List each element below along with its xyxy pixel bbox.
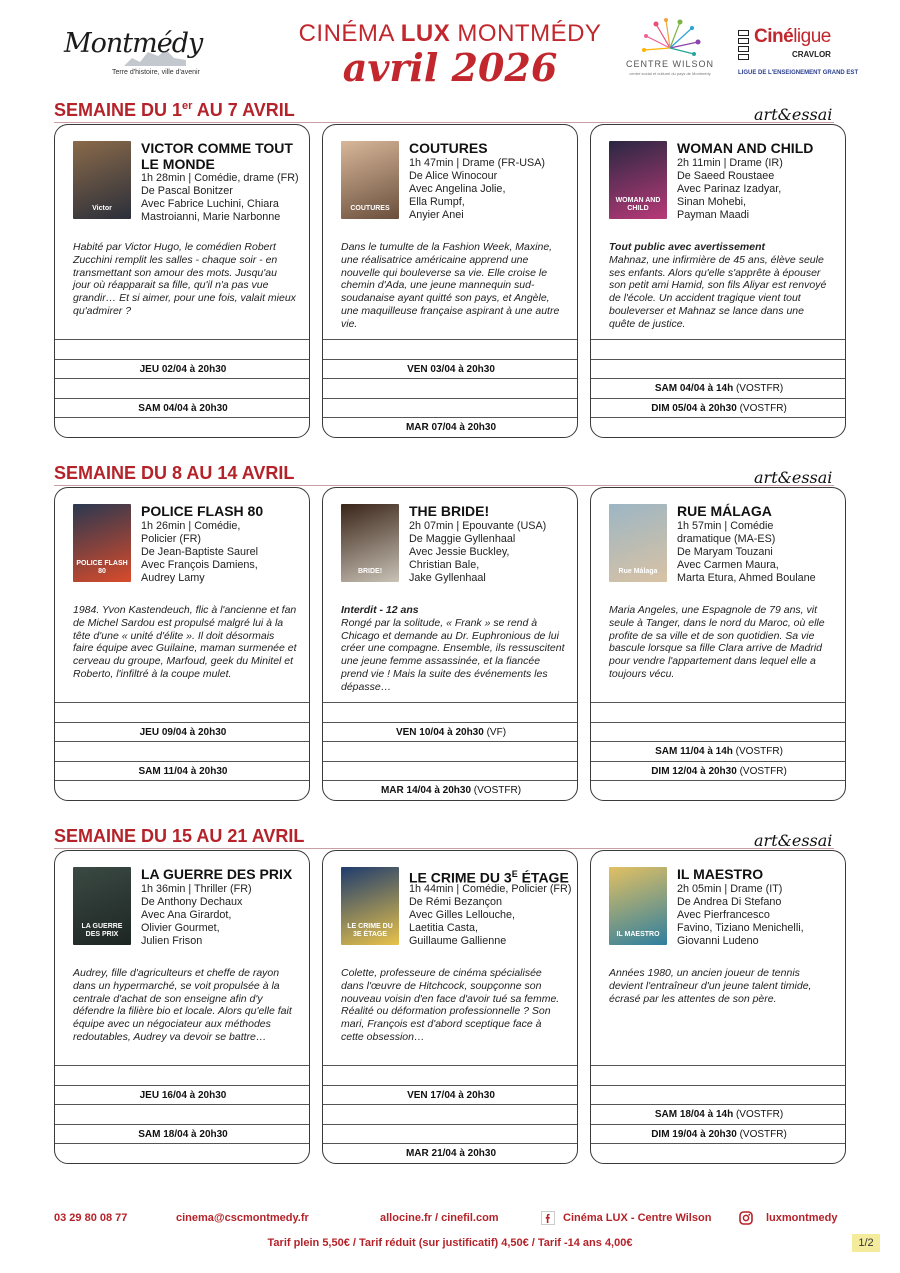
footer-phone[interactable]: 03 29 80 08 77	[54, 1212, 128, 1224]
film-card[interactable]	[322, 124, 578, 438]
film-info-line: dramatique (MA-ES)	[677, 532, 776, 545]
film-info-line: De Pascal Bonitzer	[141, 184, 233, 197]
film-poster: Rue Málaga	[609, 504, 667, 582]
film-info-line: 2h 07min | Epouvante (USA)	[409, 520, 547, 532]
showtime-slot	[591, 339, 846, 359]
film-info-line: Avec Angelina Jolie,	[409, 182, 506, 195]
film-title: POLICE FLASH 80	[141, 503, 264, 519]
film-info-line: Anyier Anei	[409, 208, 464, 221]
showtimes	[55, 339, 310, 437]
film-info-line: 1h 47min | Drame (FR-USA)	[409, 157, 545, 169]
showtime-slot	[591, 1143, 846, 1163]
showtime-slot[interactable]: VEN 03/04 à 20h30	[323, 359, 578, 379]
showtime-slot[interactable]: SAM 11/04 à 14h (VOSTFR)	[591, 741, 846, 761]
showtime-slot[interactable]: VEN 17/04 à 20h30	[323, 1085, 578, 1105]
montmedy-logo-name: Montmédy	[64, 28, 203, 59]
film-card[interactable]	[54, 487, 310, 801]
showtime-slot	[323, 741, 578, 761]
showtimes	[591, 702, 846, 800]
showtime-slot[interactable]: VEN 10/04 à 20h30 (VF)	[323, 722, 578, 742]
film-title: VICTOR COMME TOUT LE MONDE	[141, 140, 293, 172]
film-info-line: 1h 57min | Comédie	[677, 520, 774, 532]
film-info-line: Policier (FR)	[141, 532, 201, 545]
film-info-line: De Saeed Roustaee	[677, 169, 775, 182]
film-info-line: Avec Fabrice Luchini, Chiara	[141, 197, 279, 210]
film-info-line: Avec Gilles Lellouche,	[409, 908, 516, 921]
film-poster: Victor	[73, 141, 131, 219]
week-title: SEMAINE DU 8 AU 14 AVRIL	[54, 463, 295, 483]
film-poster: LA GUERRE DES PRIX	[73, 867, 131, 945]
film-meta	[141, 520, 258, 585]
centre-wilson-name: CENTRE WILSON	[625, 59, 714, 69]
film-card[interactable]	[322, 850, 578, 1164]
showtime-slot	[591, 417, 846, 437]
film-info-line: 1h 26min | Comédie,	[141, 520, 241, 532]
showtime-slot	[323, 398, 578, 418]
film-info-line: Avec Ana Girardot,	[141, 908, 232, 921]
showtime-slot	[323, 339, 578, 359]
film-title: COUTURES	[409, 140, 488, 156]
film-card[interactable]	[54, 124, 310, 438]
film-info-line: Avec Pierfrancesco	[677, 908, 770, 921]
showtime-slot	[55, 339, 310, 359]
film-meta	[677, 157, 783, 222]
showtime-slot[interactable]: SAM 04/04 à 14h (VOSTFR)	[591, 378, 846, 398]
showtime-slot	[591, 359, 846, 379]
film-synopsis: Tout public avec avertissement Mahnaz, une infirmière de 45 ans, élève seule ses enfants. Alors qu'elle s'apprête à épouser son petit ami Hamid, son fils Aliyar est renvoyé de l'école. Un accident tragique vient tout bouleverser et Mahnaz se lance dans une quête de justice.	[609, 241, 833, 331]
film-card[interactable]	[590, 124, 846, 438]
cineligue-logo	[738, 26, 868, 82]
film-info-line: Audrey Lamy	[141, 571, 205, 584]
film-synopsis: Dans le tumulte de la Fashion Week, Maxine, une réalisatrice américaine apprend une nouvelle qui bouleverse sa vie. Elle croise le chemin d'Ada, une jeune mannequin sud-soudanaise ayant quitté son pays, et Angèle, une maquilleuse française aspirant à une autre vie.	[341, 241, 560, 330]
week-title: SEMAINE DU 15 AU 21 AVRIL	[54, 826, 305, 846]
film-info-line: De Maryam Touzani	[677, 545, 773, 558]
film-synopsis: Colette, professeure de cinéma spécialisée dans l'œuvre de Hitchcock, soupçonne son nouveau voisin d'en face d'avoir tué sa femme. Réalité ou déformation professionnelle ? Son mari, François est d'abord sceptique face à cette obsession…	[341, 967, 560, 1043]
centre-wilson-sub: centre social et culturel du pays de Montmédy	[629, 71, 711, 76]
film-info-line: 1h 28min | Comédie, drame (FR)	[141, 172, 299, 184]
film-info-line: 1h 36min | Thriller (FR)	[141, 883, 252, 895]
film-meta	[141, 883, 252, 948]
film-card[interactable]	[322, 487, 578, 801]
showtime-slot[interactable]: JEU 16/04 à 20h30	[55, 1085, 310, 1105]
footer-facebook[interactable]: Cinéma LUX - Centre Wilson	[563, 1212, 712, 1224]
showtimes	[323, 702, 578, 800]
film-info-line: 1h 44min | Comédie, Policier (FR)	[409, 883, 572, 895]
art-essai-label: art&essai	[754, 105, 833, 124]
film-synopsis: 1984. Yvon Kastendeuch, flic à l'ancienne et fan de Michel Sardou est propulsé malgré lui à la tête d'une « unité d'élite ». Il doit désormais faire équipe avec Guilaine, maman surmenée et cerveau du groupe, Marfoud, geek du Minitel et Roberto, l'infiltré à la coupe mulet.	[73, 604, 297, 680]
film-poster: COUTURES	[341, 141, 399, 219]
footer-email[interactable]: cinema@cscmontmedy.fr	[176, 1212, 309, 1224]
week-divider	[54, 848, 834, 849]
film-title: THE BRIDE!	[409, 503, 490, 519]
film-info-line: De Andrea Di Stefano	[677, 895, 782, 908]
film-poster: BRIDE!	[341, 504, 399, 582]
film-poster: POLICE FLASH 80	[73, 504, 131, 582]
showtime-slot[interactable]: SAM 18/04 à 20h30	[55, 1124, 310, 1144]
art-essai-label: art&essai	[754, 468, 833, 487]
film-info-line: De Maggie Gyllenhaal	[409, 532, 516, 545]
film-info-line: Avec Jessie Buckley,	[409, 545, 510, 558]
week-divider	[54, 485, 834, 486]
film-info-line: 2h 11min | Drame (IR)	[677, 157, 783, 169]
art-essai-label: art&essai	[754, 831, 833, 850]
page-title: CINÉMA LUX MONTMÉDY	[298, 20, 602, 47]
showtime-slot	[323, 378, 578, 398]
film-title: IL MAESTRO	[677, 866, 764, 882]
showtime-slot	[323, 1104, 578, 1124]
showtime-slot[interactable]: SAM 04/04 à 20h30	[55, 398, 310, 418]
film-title: WOMAN AND CHILD	[677, 140, 814, 156]
showtime-slot[interactable]: SAM 11/04 à 20h30	[55, 761, 310, 781]
tarif-line: Tarif plein 5,50€ / Tarif réduit (sur justificatif) 4,50€ / Tarif -14 ans 4,00€	[267, 1237, 633, 1249]
centre-wilson-logo	[622, 18, 718, 80]
showtime-slot	[323, 1065, 578, 1085]
showtime-slot	[591, 1065, 846, 1085]
showtime-slot[interactable]: MAR 14/04 à 20h30 (VOSTFR)	[323, 780, 578, 800]
showtime-slot[interactable]: DIM 12/04 à 20h30 (VOSTFR)	[591, 761, 846, 781]
film-poster: WOMAN AND CHILD	[609, 141, 667, 219]
showtime-slot[interactable]: DIM 19/04 à 20h30 (VOSTFR)	[591, 1124, 846, 1144]
cineligue-bottom: LIGUE DE L'ENSEIGNEMENT GRAND EST	[738, 70, 859, 76]
showtime-slot	[55, 741, 310, 761]
showtime-slot	[591, 1085, 846, 1105]
film-poster: IL MAESTRO	[609, 867, 667, 945]
film-info-line: Mastroianni, Marie Narbonne	[141, 210, 281, 223]
showtime-slot	[55, 1065, 310, 1085]
showtime-slot	[591, 702, 846, 722]
film-meta	[677, 520, 816, 585]
film-synopsis: Maria Angeles, une Espagnole de 79 ans, vit seule à Tanger, dans le nord du Maroc, où elle profite de sa ville et de son quotidien. Sa vie bascule lorsque sa fille Clara arrive de Madrid pour vendre l'appartement dans lequel elle a toujours vécu.	[609, 604, 825, 680]
film-warning: Tout public avec avertissement	[609, 241, 765, 253]
showtimes	[55, 702, 310, 800]
film-info-line: Guillaume Gallienne	[409, 934, 507, 947]
page-number: 1/2	[852, 1234, 880, 1252]
film-title: LE CRIME DU $3^E$ ÉTAGE	[409, 869, 569, 886]
week-divider	[54, 122, 834, 123]
film-info-line: Giovanni Ludeno	[677, 934, 759, 947]
showtime-slot[interactable]: JEU 02/04 à 20h30	[55, 359, 310, 379]
showtime-slot	[591, 722, 846, 742]
showtimes	[591, 1065, 846, 1163]
cineligue-sub: CRAVLOR	[792, 50, 831, 59]
film-info-line: Avec Parinaz Izadyar,	[677, 182, 782, 195]
film-info-line: Jake Gyllenhaal	[409, 571, 486, 584]
film-poster: LE CRIME DU 3E ÉTAGE	[341, 867, 399, 945]
showtimes	[591, 339, 846, 437]
film-meta	[409, 520, 546, 585]
film-info-line: Julien Frison	[141, 934, 203, 947]
film-synopsis: Années 1980, un ancien joueur de tennis devient l'entraîneur d'un jeune talent timide, écrasé par les attentes de son père.	[609, 967, 812, 1005]
film-card[interactable]	[54, 850, 310, 1164]
film-warning: Interdit - 12 ans	[341, 604, 419, 616]
film-info-line: Christian Bale,	[409, 558, 480, 571]
showtime-slot	[323, 1124, 578, 1144]
page-month: avril 2026	[342, 45, 558, 90]
cineligue-name: Cinéligue	[754, 26, 831, 47]
showtime-slot	[55, 1143, 310, 1163]
showtime-slot	[55, 780, 310, 800]
instagram-icon[interactable]	[739, 1211, 753, 1225]
film-info-line: Favino, Tiziano Menichelli,	[677, 921, 804, 934]
film-info-line: Payman Maadi	[677, 208, 750, 221]
film-info-line: Sinan Mohebi,	[677, 195, 747, 208]
week-title: SEMAINE DU 1er AU 7 AVRIL	[54, 100, 295, 120]
showtimes	[323, 339, 578, 437]
showtimes	[55, 1065, 310, 1163]
film-info-line: 2h 05min | Drame (IT)	[677, 883, 783, 895]
film-info-line: Ella Rumpf,	[409, 195, 465, 208]
showtime-slot[interactable]: SAM 18/04 à 14h (VOSTFR)	[591, 1104, 846, 1124]
showtime-slot[interactable]: DIM 05/04 à 20h30 (VOSTFR)	[591, 398, 846, 418]
film-title: RUE MÁLAGA	[677, 503, 772, 519]
film-meta	[677, 883, 804, 948]
showtime-slot[interactable]: JEU 09/04 à 20h30	[55, 722, 310, 742]
film-info-line: Marta Etura, Ahmed Boulane	[677, 571, 816, 584]
film-card[interactable]	[590, 487, 846, 801]
firework-icon	[622, 18, 718, 60]
film-meta	[141, 172, 299, 224]
showtime-slot	[323, 761, 578, 781]
showtime-slot	[55, 417, 310, 437]
film-info-line: De Alice Winocour	[409, 169, 498, 182]
film-info-line: De Jean-Baptiste Saurel	[141, 545, 259, 558]
film-synopsis: Habité par Victor Hugo, le comédien Robert Zucchini remplit les salles - chaque soir - en transmettant son amour des mots. Jusqu'au jour où réapparait sa fille, qu'il n'a pas vue grandir… Et si aimer, pour une fois, valait mieux qu'admirer ?	[73, 241, 296, 317]
showtime-slot	[591, 780, 846, 800]
film-synopsis: Audrey, fille d'agriculteurs et cheffe de rayon dans un hypermarché, se voit propulsée à la centrale d'achat de son enseigne afin d'y défendre la filière bio et locale. Alors qu'elle fait équipe avec un négociateur aux méthodes redoutables, Audrey va devoir se battre…	[73, 967, 292, 1043]
showtimes	[323, 1065, 578, 1163]
showtime-slot	[55, 702, 310, 722]
film-info-line: Olivier Gourmet,	[141, 921, 220, 934]
film-info-line: De Anthony Dechaux	[141, 895, 243, 908]
film-info-line: Laetitia Casta,	[409, 921, 479, 934]
showtime-slot	[55, 378, 310, 398]
showtime-slot[interactable]: MAR 07/04 à 20h30	[323, 417, 578, 437]
film-info-line: De Rémi Bezançon	[409, 895, 503, 908]
film-strip-icon	[738, 30, 750, 62]
footer-web[interactable]: allocine.fr / cinefil.com	[380, 1212, 499, 1224]
footer-instagram[interactable]: luxmontmedy	[766, 1212, 838, 1224]
showtime-slot[interactable]: MAR 21/04 à 20h30	[323, 1143, 578, 1163]
film-synopsis: Interdit - 12 ans Rongé par la solitude, « Frank » se rend à Chicago et demande au Dr. Euphronious de lui créer une compagne. Ensemble, ils ressuscitent une jeune femme assassinée, et la fiancée prend vie ! Mais la suite des événements les dépasse…	[341, 604, 565, 693]
film-card[interactable]	[590, 850, 846, 1164]
montmedy-logo-tagline: Terre d'histoire, ville d'avenir	[112, 69, 200, 76]
montmedy-logo	[62, 22, 202, 84]
film-title: LA GUERRE DES PRIX	[141, 866, 293, 882]
showtime-slot	[55, 1104, 310, 1124]
film-meta	[409, 157, 545, 222]
showtime-slot	[323, 702, 578, 722]
film-info-line: Avec François Damiens,	[141, 558, 258, 571]
facebook-icon[interactable]	[541, 1211, 555, 1225]
film-meta	[409, 883, 571, 948]
film-info-line: Avec Carmen Maura,	[677, 558, 779, 571]
